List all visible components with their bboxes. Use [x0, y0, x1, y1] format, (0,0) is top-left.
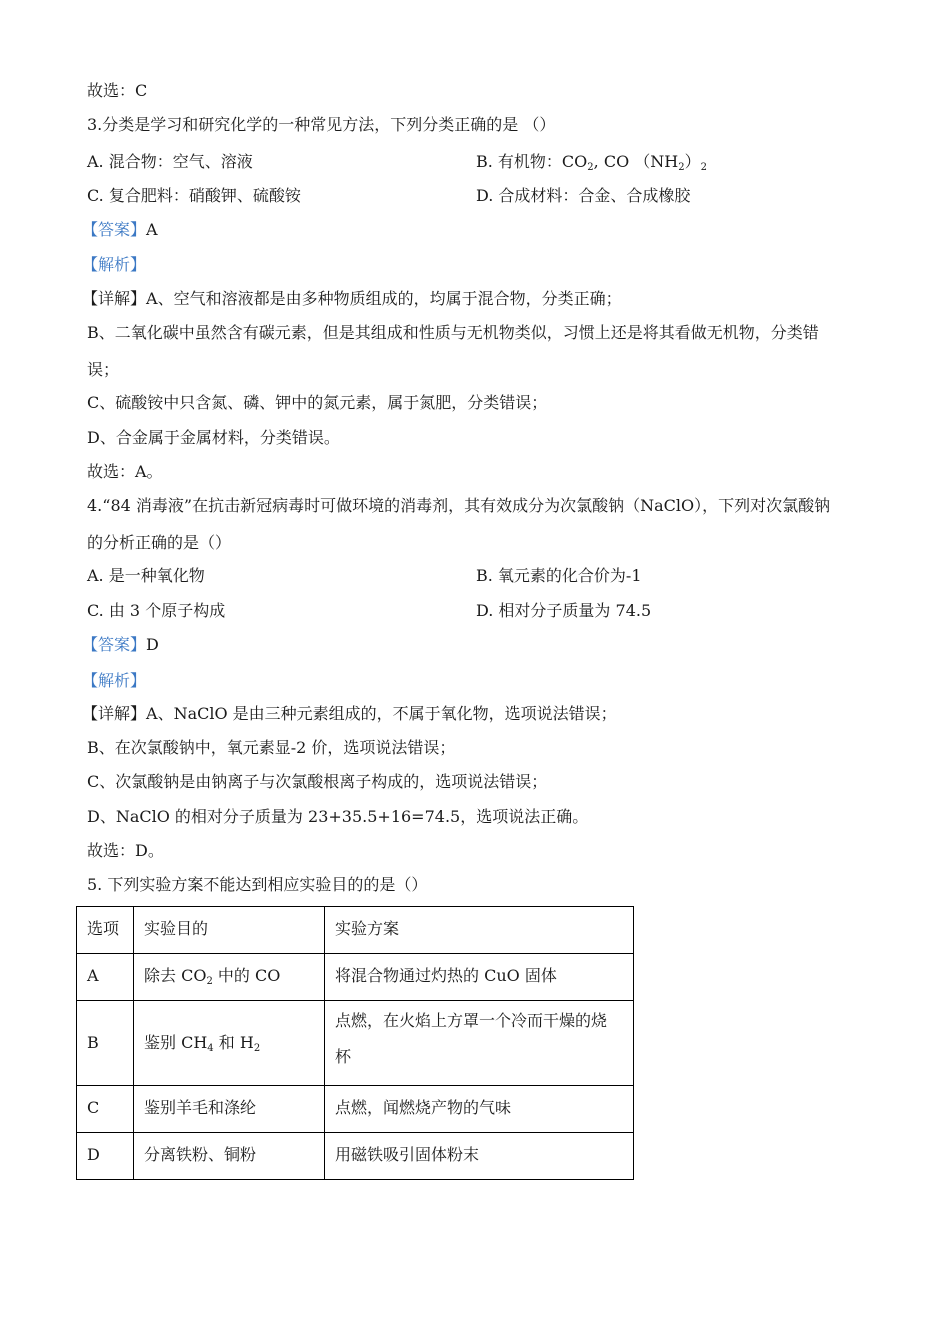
q3-final-answer: 故选：A。	[87, 462, 163, 481]
q4-answer: 【答案】D	[82, 635, 159, 654]
row-c-plan: 点燃，闻燃烧产物的气味	[325, 1086, 634, 1133]
row-b-plan: 点燃，在火焰上方罩一个冷而干燥的烧 杯	[325, 1001, 634, 1086]
q4-stem-line2: 的分析正确的是（）	[87, 533, 232, 552]
q4-detail-b: B、在次氯酸钠中，氧元素显-2 价，选项说法错误；	[87, 738, 456, 757]
table-header-row	[77, 907, 634, 954]
row-d-option: D	[77, 1133, 134, 1180]
q4-option-d: D. 相对分子质量为 74.5	[476, 601, 652, 620]
q4-stem-line1: 4.“84 消毒液”在抗击新冠病毒时可做环境的消毒剂，其有效成分为次氯酸钠（NaClO），下列对次氯酸钠	[87, 496, 831, 515]
q3-option-d: D. 合成材料：合金、合成橡胶	[476, 186, 691, 205]
q3-detail-d: D、合金属于金属材料，分类错误。	[87, 428, 340, 447]
q3-detail-b-line2: 误；	[87, 360, 120, 379]
table-row	[77, 1001, 634, 1086]
experiment-table	[76, 906, 634, 1180]
header-goal: 实验目的	[134, 907, 325, 954]
table-row	[77, 954, 634, 1001]
q4-detail-c: C、次氯酸钠是由钠离子与次氯酸根离子构成的，选项说法错误；	[87, 772, 548, 791]
answer-tag: 【答案】	[82, 635, 147, 654]
q2-final-answer: 故选：C	[87, 81, 148, 100]
q4-option-a: A. 是一种氧化物	[87, 566, 205, 585]
table-row	[77, 1086, 634, 1133]
header-option: 选项	[77, 907, 134, 954]
row-a-plan: 将混合物通过灼热的 CuO 固体	[325, 954, 634, 1001]
q3-detail-b-line1: B、二氧化碳中虽然含有碳元素，但是其组成和性质与无机物类似，习惯上还是将其看做无机物，分类错	[87, 323, 819, 342]
answer-tag: 【答案】	[82, 220, 147, 239]
q3-detail-a: 【详解】A、空气和溶液都是由多种物质组成的，均属于混合物，分类正确；	[82, 289, 622, 308]
header-plan: 实验方案	[325, 907, 634, 954]
q5-stem: 5. 下列实验方案不能达到相应实验目的的是（）	[87, 875, 428, 894]
row-b-goal: 鉴别 $CH_4$ 和 $H_2$	[134, 1001, 325, 1086]
row-d-plan: 用磁铁吸引固体粉末	[325, 1133, 634, 1180]
q4-analysis-tag: 【解析】	[82, 671, 147, 690]
q3-option-c: C. 复合肥料：硝酸钾、硫酸铵	[87, 186, 301, 205]
row-a-goal: 除去 $CO_2$ 中的 CO	[134, 954, 325, 1001]
table-row	[77, 1133, 634, 1180]
row-b-option: B	[77, 1001, 134, 1086]
row-c-goal: 鉴别羊毛和涤纶	[134, 1086, 325, 1133]
q3-detail-c: C、硫酸铵中只含氮、磷、钾中的氮元素，属于氮肥，分类错误；	[87, 393, 548, 412]
q4-option-b: B. 氧元素的化合价为-1	[476, 566, 642, 585]
row-a-option: A	[77, 954, 134, 1001]
q4-option-c: C. 由 3 个原子构成	[87, 601, 226, 620]
q4-detail-a: 【详解】A、NaClO 是由三种元素组成的，不属于氧化物，选项说法错误；	[82, 704, 617, 723]
q3-option-b: B. 有机物：$CO_2$, CO $(NH_2)_2$	[476, 152, 708, 173]
q3-option-a: A. 混合物：空气、溶液	[87, 152, 253, 171]
q3-analysis-tag: 【解析】	[82, 255, 147, 274]
row-d-goal: 分离铁粉、铜粉	[134, 1133, 325, 1180]
q3-stem: 3.分类是学习和研究化学的一种常见方法，下列分类正确的是 （）	[87, 115, 556, 134]
q4-detail-d: D、NaClO 的相对分子质量为 23+35.5+16=74.5，选项说法正确。	[87, 807, 589, 826]
q3-answer: 【答案】A	[82, 220, 158, 239]
q4-final-answer: 故选：D。	[87, 841, 164, 860]
row-c-option: C	[77, 1086, 134, 1133]
